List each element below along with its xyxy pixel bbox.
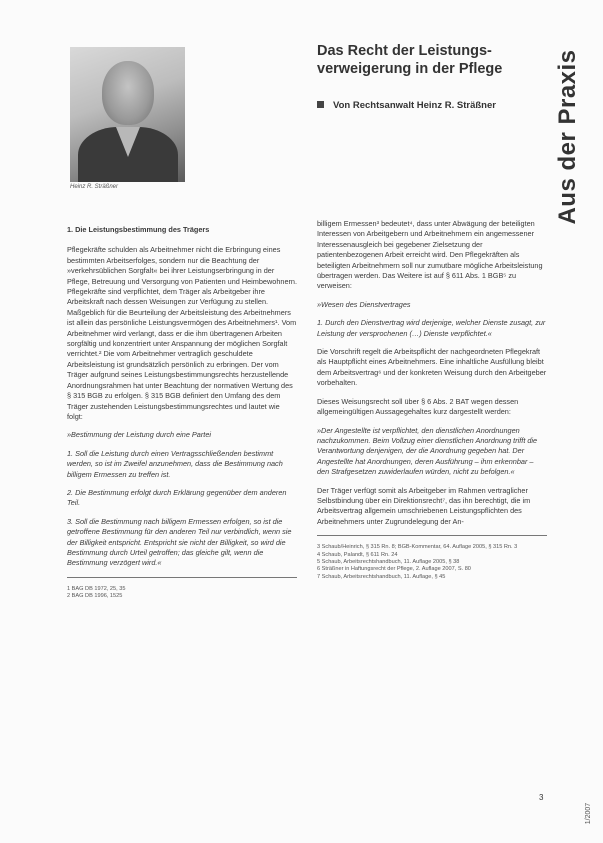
issue-number: 1/2007 bbox=[585, 802, 593, 825]
paragraph: Pflegekräfte schulden als Arbeitnehmer nicht die Erbringung eines bestimmten Arbeitserfolges, sondern nur die Beachtung der »verkehrsüblichen Sorgfalt« bei ihrer Leistungserbringung in der Pflege, Betreuung und Versorgung von Patienten und Heimbewohnern. Pflegekräfte sind verpflichtet, dem Träger als Arbeitgeber ihre Arbeitskraft nach dessen Weisungen zur Verfügung zu stellen. Maßgeblich für die Beurteilung der Arbeitsleistung des Arbeitnehmers ist allein das persönliche Leistungsvermögen des Arbeitnehmers¹. Vom Arbeitnehmer wird verlangt, dass er die ihm übertragenen Arbeiten sorgfältig und konzentriert unter Anspannung der möglichen Sorgfalt verrichtet.² Die vom Arbeitnehmer vertraglich geschuldete Arbeitsleistung ist grundsätzlich persönlich zu erbringen. Der vom Träger aufgrund seines Leistungsbestimmungsrechts herzustellende Anordnungsrahmen hat unter Beachtung der normativen Wertung des § 315 BGB zu erfolgen. § 315 BGB definiert den Umfang des dem Träger zustehenden Leistungsbestimmungsrechtes und lautet wie folgt: bbox=[67, 245, 298, 421]
photo-caption: Heinz R. Sträßner bbox=[70, 184, 119, 190]
footnotes bbox=[317, 544, 547, 581]
quote-paragraph: 1. Soll die Leistung durch einen Vertragsschließenden bestimmt werden, so ist im Zweifel anzunehmen, dass die Bestimmung nach billigem Ermessen zu treffen ist. bbox=[67, 448, 283, 479]
quote-paragraph: 1. Durch den Dienstvertrag wird derjenige, welcher Dienste zusagt, zur Leistung der versprochenen (…) Dienste verpflichtet.« bbox=[317, 318, 546, 338]
paragraph: billigem Ermessen³ bedeutet⁴, dass unter Abwägung der beteiligten Interessen von Arbeitgebern und Arbeitnehmern ein angemessener Interessenausgleich bei gegebener Zielsetzung der patientenbezogenen Arbeit erreicht wird. Den Pflegekräften als beteiligten Arbeitnehmern soll nur zumutbare mögliche Arbeitsleistung übertragen werden. Das Weitere ist auf § 611 Abs. 1 BGB⁵ zu verweisen: bbox=[317, 219, 543, 291]
square-bullet-icon bbox=[317, 101, 324, 108]
quote-title: »Wesen des Dienstvertrages bbox=[317, 299, 411, 309]
footnote: 5 Schaub, Arbeitsrechtshandbuch, 11. Auflage 2005, § 38 bbox=[317, 558, 460, 565]
quote-title: »Bestimmung der Leistung durch eine Partei bbox=[67, 430, 211, 440]
footnote: 3 Schaub/Heinrich, § 315 Rn. 8; BGB-Kommentar, 64. Auflage 2005, § 315 Rn. 3 bbox=[317, 544, 518, 551]
quote-paragraph: »Der Angestellte ist verpflichtet, den dienstlichen Anordnungen nachzukommen. Beim Vollzug einer dienstlichen Anordnung trifft die Verantwortung denjenigen, der die Anordnung gegeben hat. Der Angestellte hat Anordnungen, deren Ausführung – ihm erkennbar – den Strafgesetzen zuwiderlaufen würden, nicht zu befolgen.« bbox=[317, 425, 538, 477]
side-title-text: Aus der Praxis bbox=[554, 49, 581, 225]
section-side-title bbox=[548, 42, 588, 232]
text-column-left bbox=[67, 225, 297, 601]
footnote: 6 Sträßner in Haftungsrecht der Pflege, 2. Auflage 2007, S. 80 bbox=[317, 566, 471, 573]
section-heading: 1. Die Leistungsbestimmung des Trägers bbox=[67, 225, 210, 234]
title-line-2: verweigerung in der Pflege bbox=[317, 61, 503, 77]
author-name: Von Rechtsanwalt Heinz R. Sträßner bbox=[333, 100, 496, 111]
author-photo bbox=[70, 47, 185, 182]
paragraph: Die Vorschrift regelt die Arbeitspflicht der nachgeordneten Pflegekraft als Hauptpflicht eines Arbeitnehmers. Eine inhaltliche Ausfüllung bleibt dem Arbeitsvertrag⁶ und der konkreten Weisung durch den Arbeitgeber vorbehalten. bbox=[317, 347, 547, 388]
quote-paragraph: 3. Soll die Bestimmung nach billigem Ermessen erfolgen, so ist die getroffene Bestimmung für den anderen Teil nur verbindlich, wenn sie der Billigkeit entspricht. Entspricht sie nicht der Billigkeit, so wird die Bestimmung durch Urteil getroffen; das gleiche gilt, wenn die Bestimmung verzögert wird.« bbox=[67, 516, 292, 568]
page-number: 3 bbox=[539, 793, 544, 802]
footnote: 2 BAG DB 1996, 1525 bbox=[67, 593, 123, 600]
footnote-divider bbox=[67, 577, 297, 578]
author-line bbox=[317, 100, 496, 111]
footnote: 1 BAG DB 1972, 25, 35 bbox=[67, 585, 126, 592]
article-title bbox=[317, 42, 547, 78]
text-column-right bbox=[317, 219, 547, 581]
quote-paragraph: 2. Die Bestimmung erfolgt durch Erklärung gegenüber dem anderen Teil. bbox=[67, 487, 287, 508]
footnote-divider bbox=[317, 535, 547, 536]
paragraph: Der Träger verfügt somit als Arbeitgeber im Rahmen vertraglicher Selbstbindung über ein Direktionsrecht⁷, das ihn berechtigt, die im Arbeitsvertrag allgemein umschriebenen Leistungspflichten des Arbeitnehmers unter Zugrundelegung der An- bbox=[317, 485, 531, 526]
footnote: 4 Schaub, Palandt, § 611 Rn. 24 bbox=[317, 551, 398, 558]
footnote: 7 Schaub, Arbeitsrechtshandbuch, 11. Auflage, § 45 bbox=[317, 573, 446, 580]
footnotes bbox=[67, 586, 297, 601]
title-line-1: Das Recht der Leistungs- bbox=[317, 43, 492, 59]
paragraph: Dieses Weisungsrecht soll über § 6 Abs. 2 BAT wegen dessen allgemeingültigen Aussagegehaltes kurz dargestellt werden: bbox=[317, 396, 519, 417]
